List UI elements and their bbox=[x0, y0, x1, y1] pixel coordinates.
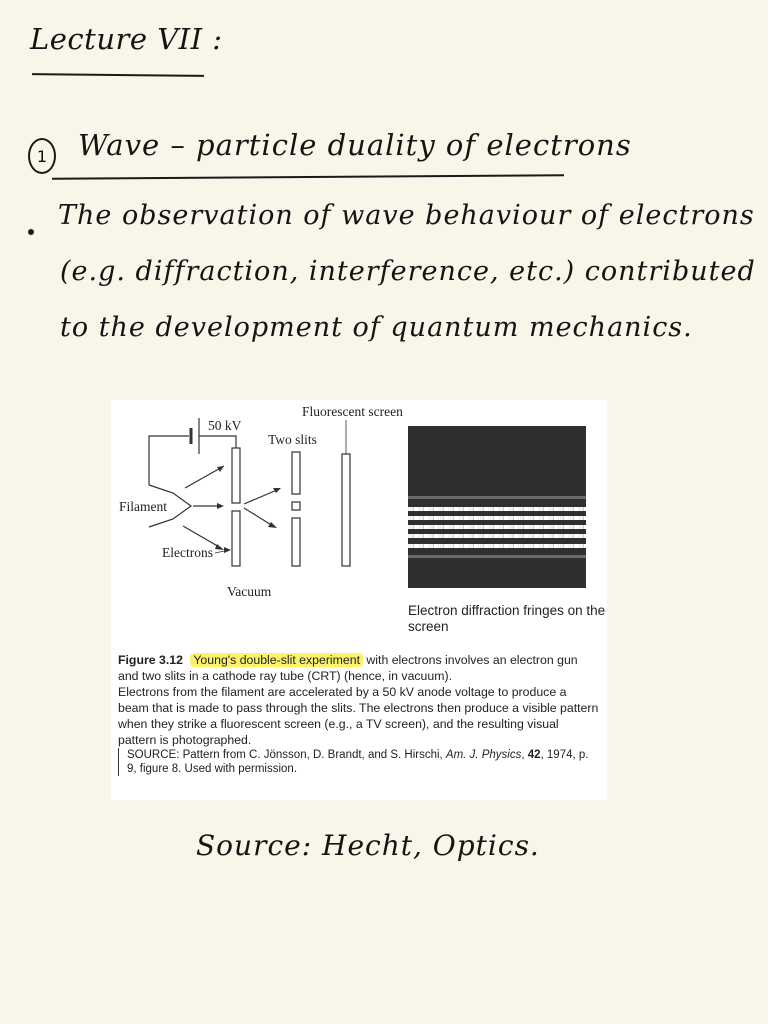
electron-ray bbox=[185, 466, 224, 488]
vacuum-label: Vacuum bbox=[227, 584, 272, 599]
slits-label: Two slits bbox=[268, 432, 317, 447]
electron-ray bbox=[244, 490, 277, 504]
voltage-label: 50 kV bbox=[208, 418, 242, 433]
bullet-icon bbox=[28, 229, 34, 235]
body-line: (e.g. diffraction, interference, etc.) contributed bbox=[60, 256, 756, 287]
highlighted-phrase: Young's double-slit experiment bbox=[190, 653, 363, 667]
textbook-figure bbox=[111, 400, 607, 800]
electron-ray bbox=[244, 508, 273, 526]
slit-barrier bbox=[292, 502, 300, 510]
item-number: 1 bbox=[28, 138, 56, 174]
body-line: to the development of quantum mechanics. bbox=[60, 312, 693, 343]
heading-underline bbox=[52, 174, 564, 180]
arrow-head bbox=[224, 547, 231, 553]
figure-number: Figure 3.12 bbox=[118, 653, 183, 667]
circuit-wire bbox=[199, 436, 236, 448]
anode-plate bbox=[232, 448, 240, 503]
title-underline bbox=[32, 73, 204, 77]
electrons-label: Electrons bbox=[162, 545, 213, 560]
caption-paragraph: Electrons from the filament are accelerated by a 50 kV anode voltage to produce a beam that is made to pass through the slits. The electrons then produce a visible pattern when they strike a fluorescent screen (e.g., a TV screen), and the resulting visual pattern is photographed. bbox=[118, 685, 599, 747]
fringe bbox=[408, 507, 586, 511]
figure-caption bbox=[118, 652, 600, 776]
screen-plate bbox=[342, 454, 350, 566]
lecture-title: Lecture VII : bbox=[30, 22, 223, 56]
fringe bbox=[408, 534, 586, 538]
fringe bbox=[408, 525, 586, 529]
photo-caption: Electron diffraction fringes on the screen bbox=[408, 603, 606, 634]
circuit-wire bbox=[149, 436, 189, 485]
slit-barrier bbox=[292, 518, 300, 566]
arrow-head bbox=[273, 488, 281, 493]
section-heading: Wave – particle duality of electrons bbox=[78, 128, 632, 162]
body-line: The observation of wave behaviour of electrons bbox=[58, 200, 755, 231]
fringe bbox=[408, 555, 586, 558]
caption-text: with electrons involves an electron gun and two slits in a cathode ray tube (CRT) (hence, in vacuum). bbox=[118, 653, 578, 683]
caption-source: SOURCE: Pattern from C. Jönsson, D. Brandt, and S. Hirschi, Am. J. Physics, 42, 1974, p. 9, figure 8. Used with permission. bbox=[118, 748, 600, 776]
anode-plate bbox=[232, 511, 240, 566]
arrow-head bbox=[268, 522, 277, 528]
diffraction-photo bbox=[408, 426, 586, 588]
screen-label: Fluorescent screen bbox=[302, 404, 403, 419]
fringe bbox=[408, 496, 586, 499]
fringe bbox=[408, 516, 586, 520]
fringe bbox=[408, 544, 586, 548]
filament-label: Filament bbox=[119, 499, 167, 514]
arrow-head bbox=[217, 503, 224, 509]
source-note: Source: Hecht, Optics. bbox=[196, 829, 540, 862]
slit-barrier bbox=[292, 452, 300, 494]
